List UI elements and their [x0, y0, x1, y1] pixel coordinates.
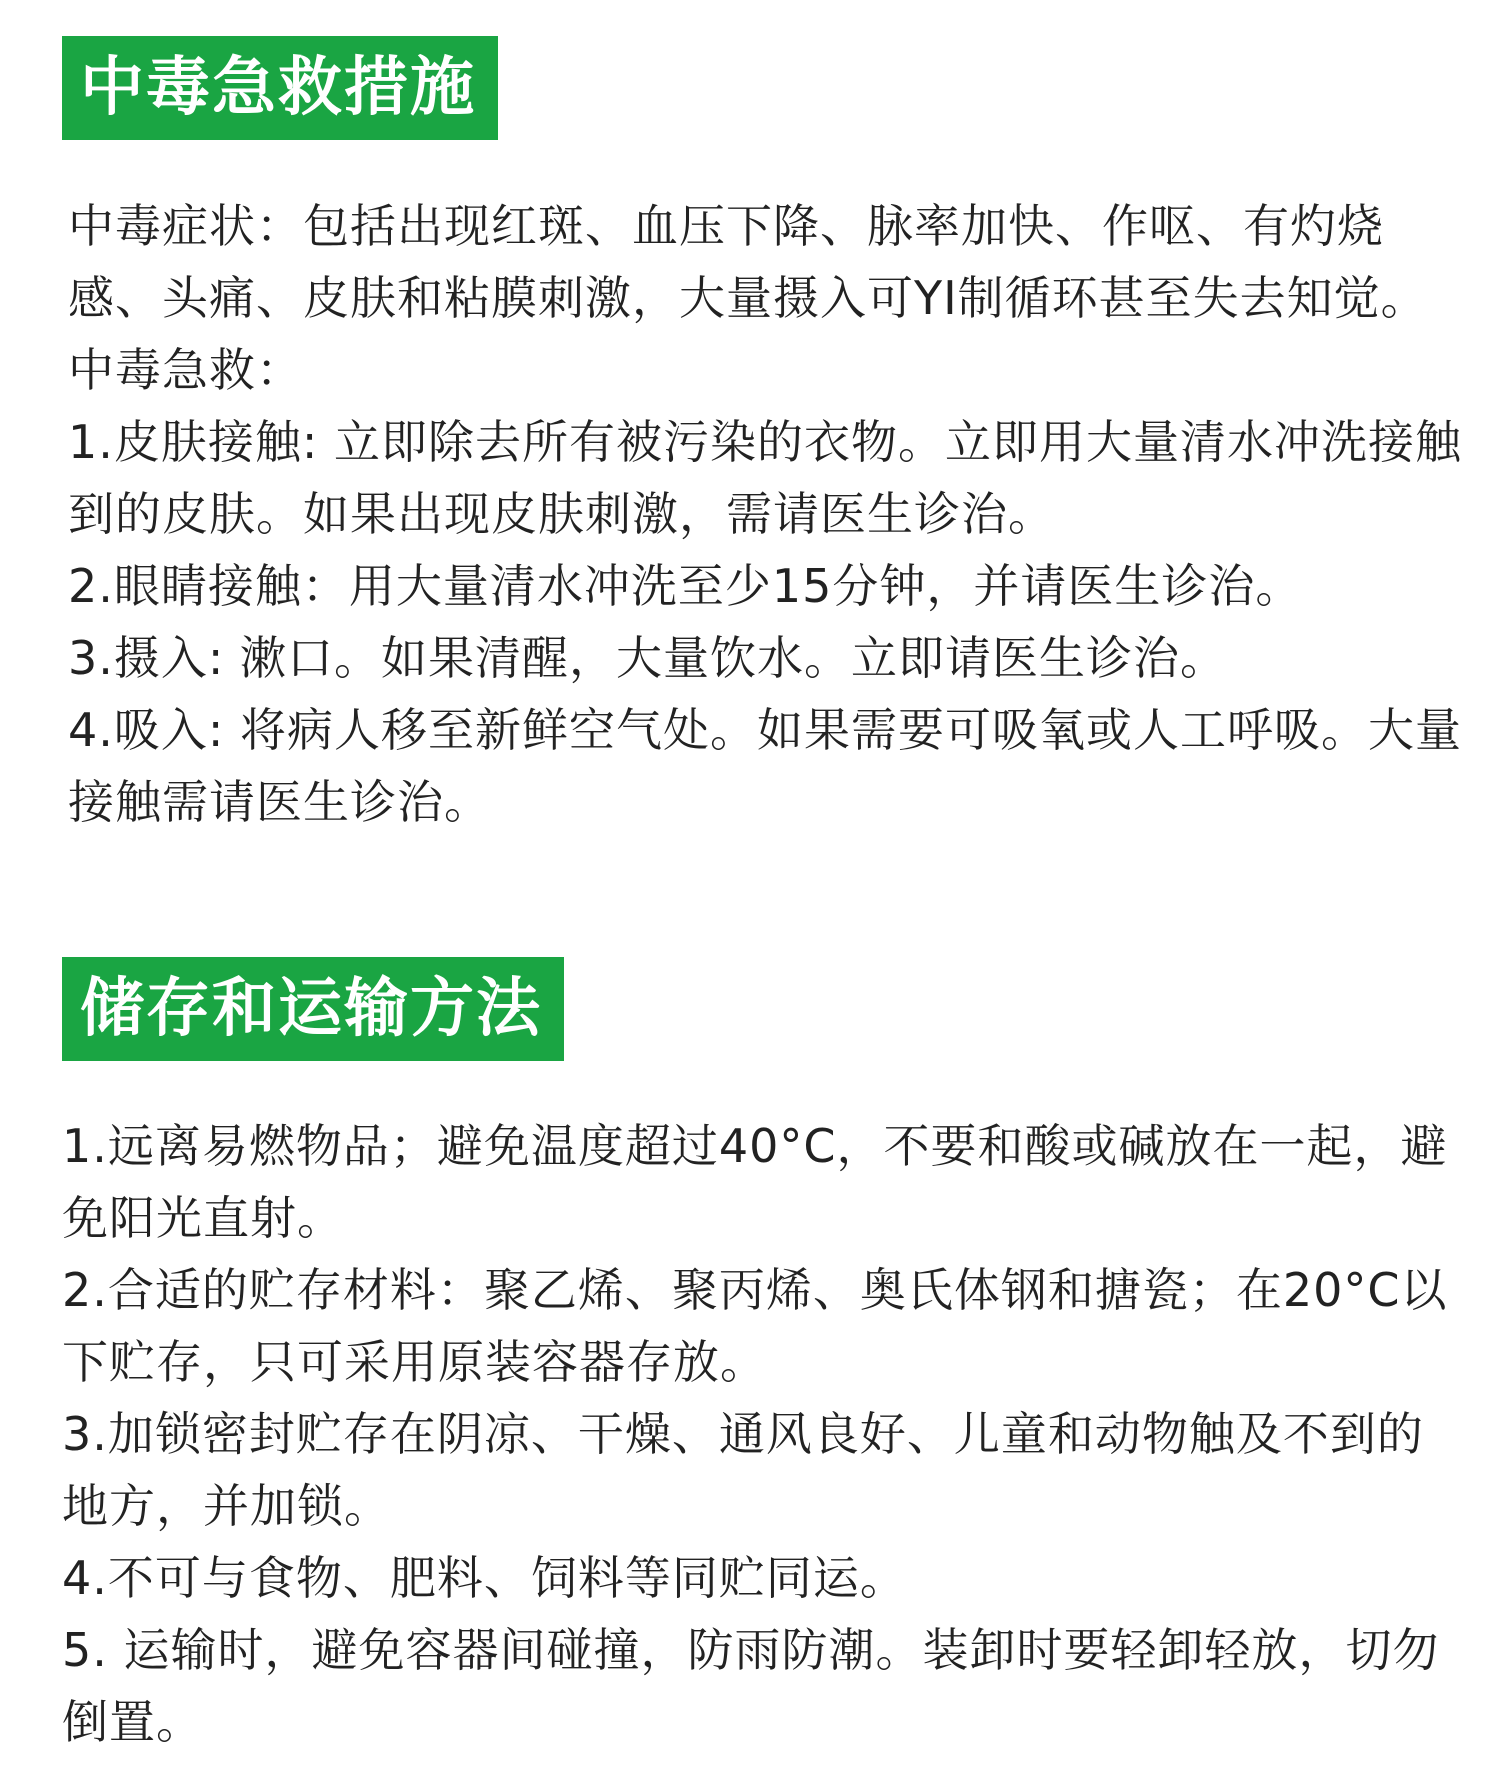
- storage-content: [62, 1110, 1462, 1758]
- first-aid-heading: 中毒急救措施: [62, 36, 498, 140]
- first-aid-content: [68, 190, 1468, 838]
- first-aid-subheading: 中毒急救：: [68, 343, 303, 397]
- storage-item-1: 1.远离易燃物品；避免温度超过40°C，不要和酸或碱放在一起，避免阳光直射。: [62, 1119, 1448, 1245]
- eye-contact-paragraph: 2.眼睛接触：用大量清水冲洗至少15分钟，并请医生诊治。: [68, 559, 1303, 613]
- storage-heading: 储存和运输方法: [62, 957, 564, 1061]
- inhalation-paragraph: 4.吸入: 将病人移至新鲜空气处。如果需要可吸氧或人工呼吸。大量接触需请医生诊治。: [68, 703, 1463, 829]
- storage-item-3: 3.加锁密封贮存在阴凉、干燥、通风良好、儿童和动物触及不到的地方，并加锁。: [62, 1407, 1424, 1533]
- ingestion-paragraph: 3.摄入: 漱口。如果清醒，大量饮水。立即请医生诊治。: [68, 631, 1228, 685]
- skin-contact-paragraph: 1.皮肤接触: 立即除去所有被污染的衣物。立即用大量清水冲洗接触到的皮肤。如果出现皮肤刺激，需请医生诊治。: [68, 415, 1463, 541]
- poisoning-symptoms-paragraph: 中毒症状：包括出现红斑、血压下降、脉率加快、作呕、有灼烧感、头痛、皮肤和粘膜刺激，大量摄入可YI制循环甚至失去知觉。: [68, 199, 1428, 325]
- storage-item-2: 2.合适的贮存材料：聚乙烯、聚丙烯、奥氏体钢和搪瓷；在20°C以下贮存，只可采用原装容器存放。: [62, 1263, 1448, 1389]
- storage-item-5: 5. 运输时，避免容器间碰撞，防雨防潮。装卸时要轻卸轻放，切勿倒置。: [62, 1623, 1440, 1749]
- storage-item-4: 4.不可与食物、肥料、饲料等同贮同运。: [62, 1551, 907, 1605]
